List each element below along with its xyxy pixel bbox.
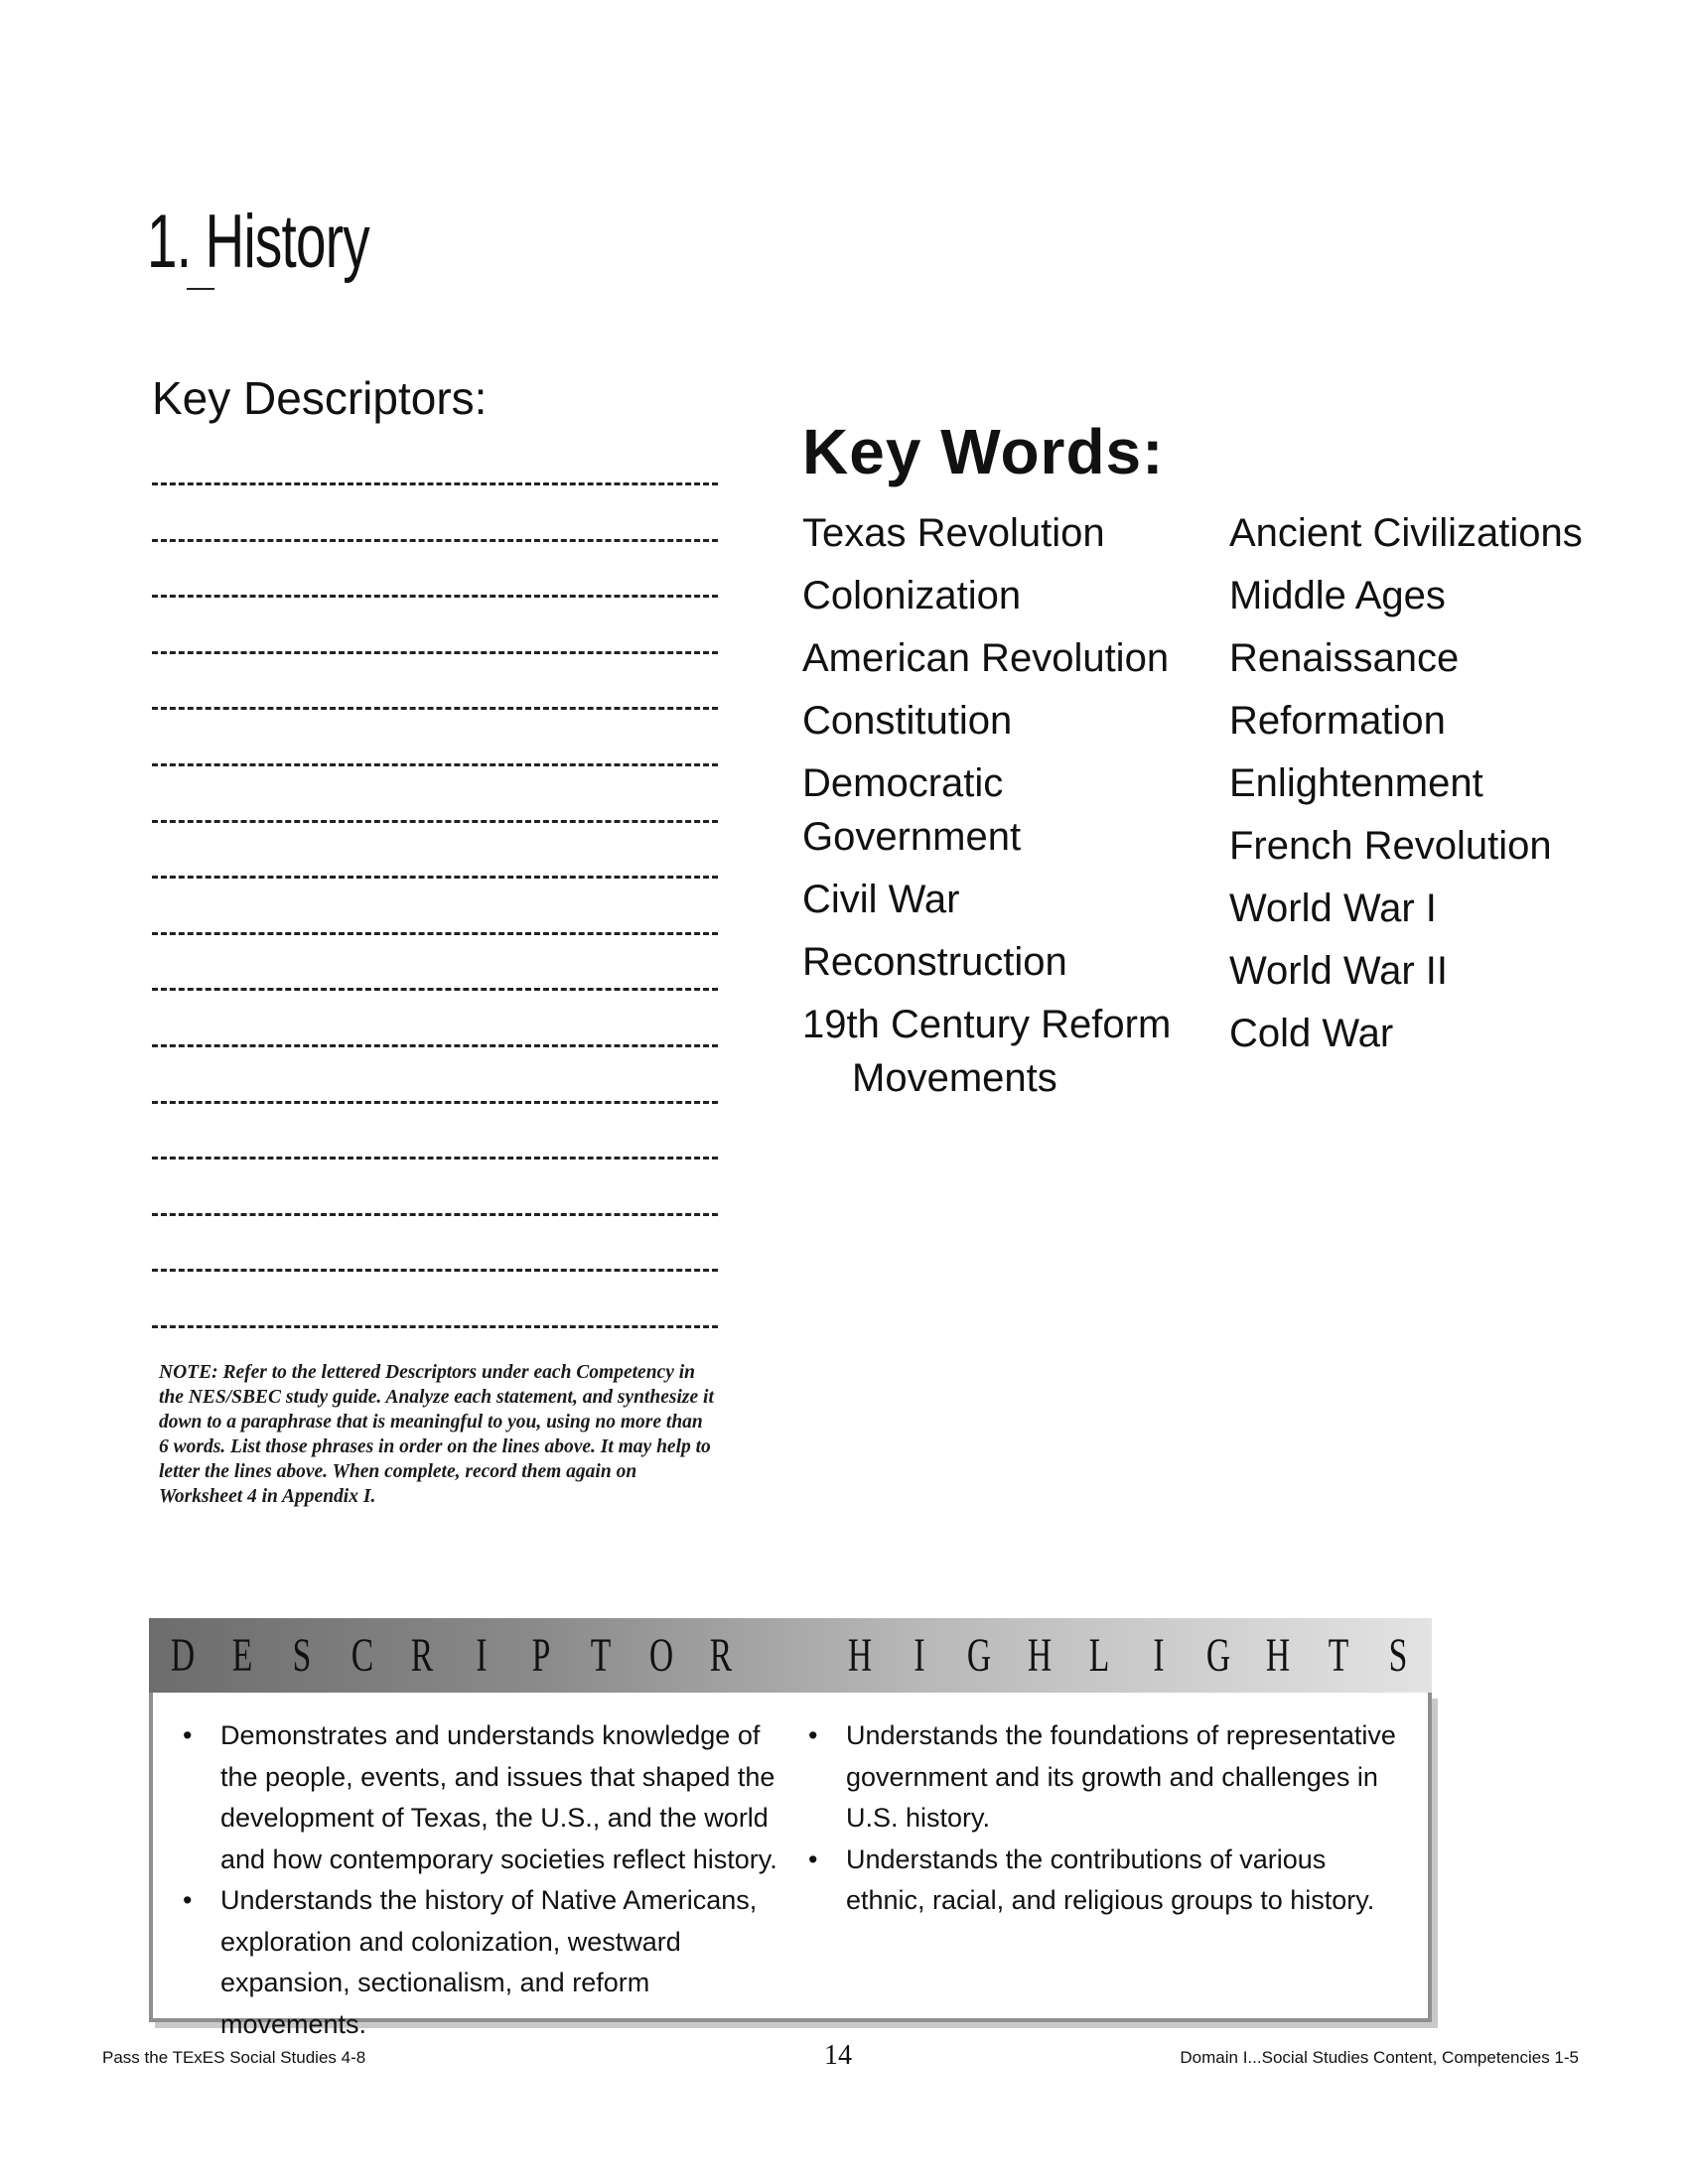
key-word-text: Democratic [802, 761, 1004, 805]
descriptor-blank-line [152, 459, 718, 515]
key-descriptors-lines [152, 459, 718, 1358]
key-word-text: Constitution [802, 699, 1013, 743]
band-letter: I [914, 1629, 925, 1682]
descriptor-blank-line [152, 1301, 718, 1358]
descriptor-blank-line [152, 627, 718, 684]
band-letter: G [1206, 1629, 1231, 1682]
key-descriptors-heading: Key Descriptors: [152, 372, 488, 424]
highlight-bullet: • Understands the foundations of representative government and its growth and challenges in U.S. history. [804, 1715, 1400, 1840]
descriptor-blank-line [152, 796, 718, 853]
footer-book-title: Pass the TExES Social Studies 4-8 [102, 2048, 366, 2067]
descriptor-blank-line [152, 1077, 718, 1134]
band-letter: H [847, 1629, 873, 1682]
descriptor-blank-line [152, 908, 718, 965]
key-word-item [1229, 631, 1646, 685]
key-word-text: Middle Ages [1229, 574, 1446, 617]
band-letter: H [1266, 1629, 1291, 1682]
key-word-text: Cold War [1229, 1012, 1394, 1055]
key-word-item [1229, 756, 1646, 810]
page-title: 1. History [147, 200, 369, 284]
band-letter: I [476, 1629, 488, 1682]
band-letter: S [1388, 1629, 1408, 1682]
key-word-text-continued: Government [802, 815, 1022, 859]
key-word-text: Enlightenment [1229, 761, 1483, 805]
band-letter: R [709, 1629, 732, 1682]
key-word-item [1229, 694, 1646, 748]
descriptor-blank-line [152, 1021, 718, 1077]
descriptor-blank-line [152, 571, 718, 627]
highlight-bullet: • Understands the history of Native Americans, exploration and colonization, westward expansion, sectionalism, and reform movements. [179, 1880, 794, 2045]
key-word-text: Civil War [802, 878, 960, 921]
key-word-item [802, 935, 1219, 989]
descriptor-blank-line [152, 740, 718, 796]
key-word-text: Reconstruction [802, 940, 1067, 984]
key-word-text-continued: Movements [852, 1056, 1057, 1100]
band-letter: T [591, 1629, 612, 1682]
band-letter: C [351, 1629, 373, 1682]
descriptor-blank-line [152, 1133, 718, 1189]
descriptor-blank-line [152, 964, 718, 1021]
key-word-item [1229, 569, 1646, 622]
descriptor-blank-line [152, 515, 718, 572]
band-letter: H [1027, 1629, 1052, 1682]
highlight-bullet: • Demonstrates and understands knowledge of the people, events, and issues that shaped the development of Texas, the U.S., and the world and how contemporary societies reflect history. [179, 1715, 794, 1880]
key-word-item [802, 569, 1219, 622]
key-word-text: American Revolution [802, 636, 1170, 680]
highlight-bullet: • Understands the contributions of various ethnic, racial, and religious groups to history. [804, 1840, 1400, 1922]
band-letter: S [293, 1629, 312, 1682]
title-underline [187, 288, 214, 290]
descriptor-highlights-column-2 [804, 1715, 1400, 1922]
key-word-text: World War I [1229, 887, 1437, 930]
band-letter: D [170, 1629, 196, 1682]
descriptor-blank-line [152, 852, 718, 908]
key-word-item [1229, 944, 1646, 998]
descriptor-blank-line [152, 1189, 718, 1246]
key-word-text: Reformation [1229, 699, 1446, 743]
key-word-text: Colonization [802, 574, 1022, 617]
key-word-item [1229, 819, 1646, 873]
key-word-text: Ancient Civilizations [1229, 511, 1583, 555]
key-word-item [802, 694, 1219, 748]
key-word-item [802, 998, 1219, 1105]
key-word-item [802, 506, 1219, 560]
key-word-item [802, 756, 1219, 864]
band-letter: G [967, 1629, 992, 1682]
page-number: 14 [824, 2040, 852, 2071]
descriptor-highlights-band [149, 1618, 1432, 1693]
key-word-item [1229, 506, 1646, 560]
descriptor-blank-line [152, 683, 718, 740]
band-letter: E [231, 1629, 253, 1682]
descriptor-highlights-column-1 [179, 1715, 794, 2045]
key-words-column-1 [802, 506, 1219, 1114]
band-letter: P [531, 1629, 551, 1682]
key-word-text: Texas Revolution [802, 511, 1105, 555]
key-word-item [802, 873, 1219, 926]
band-letter: O [648, 1629, 673, 1682]
key-word-text: World War II [1229, 949, 1449, 993]
descriptor-blank-line [152, 1245, 718, 1301]
descriptor-note: NOTE: Refer to the lettered Descriptors under each Competency in the NES/SBEC study guide. Analyze each statement, and synthesize it down to a paraphrase that is meaningful to you, using no more than 6 words. List those phrases in order on the lines above. It may help to letter the lines above. When complete, record them again on Worksheet 4 in Appendix I. [159, 1362, 714, 1507]
key-words-heading: Key Words: [802, 416, 1165, 487]
key-word-text: Renaissance [1229, 636, 1460, 680]
key-word-text: French Revolution [1229, 824, 1552, 868]
band-letter: T [1328, 1629, 1348, 1682]
key-word-item [1229, 1007, 1646, 1060]
band-letter: R [410, 1629, 433, 1682]
key-word-item [802, 631, 1219, 685]
band-letter: I [1153, 1629, 1165, 1682]
key-word-text: 19th Century Reform [802, 1003, 1172, 1046]
key-words-column-2 [1229, 506, 1646, 1069]
footer-section: Domain I...Social Studies Content, Competencies 1-5 [1180, 2048, 1579, 2067]
band-letter: L [1088, 1629, 1110, 1682]
key-word-item [1229, 882, 1646, 935]
